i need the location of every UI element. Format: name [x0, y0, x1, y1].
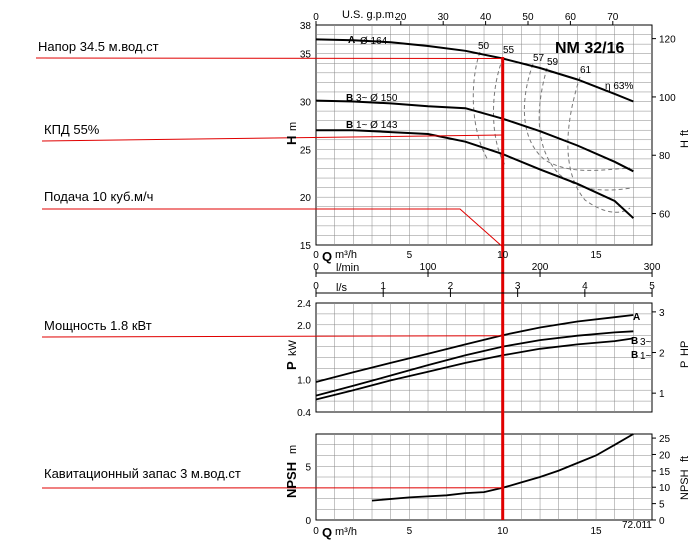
q-tick-label-top: 5	[406, 250, 413, 261]
npsh-ft-tick-label: 0	[659, 516, 665, 527]
q-tick-label-top: 0	[313, 250, 319, 261]
p-kw-tick-label: 0.4	[297, 408, 311, 419]
q-tick-label-bottom: 5	[406, 526, 413, 537]
usgpm-tick-label: 30	[437, 12, 449, 23]
p-hp-tick-label: 2	[659, 348, 665, 360]
chart-code: 72.011	[622, 520, 652, 531]
h-m-axis-label: H	[284, 135, 299, 145]
q-axis-label-bottom: Q	[322, 525, 333, 540]
annotation-power: Мощность 1.8 кВт	[44, 318, 152, 333]
usgpm-tick-label: 50	[522, 12, 534, 23]
h-m-tick-label: 30	[299, 97, 311, 109]
p-hp-axis-unit: HP	[679, 340, 691, 356]
usgpm-axis-label: U.S. g.p.m.	[342, 9, 398, 21]
ls-tick-label: 4	[582, 281, 588, 292]
power-curve-1	[316, 331, 633, 395]
curve-label-b3-power-sfx: 3~	[640, 337, 652, 348]
lmin-axis-label: l/min	[336, 262, 360, 274]
curve-label-b3-head-dia: 3~ Ø 150	[356, 93, 398, 104]
usgpm-tick-label: 60	[564, 12, 576, 23]
ls-tick-label: 5	[649, 281, 655, 292]
q-axis-unit-top: m³/h	[335, 249, 357, 261]
h-ft-tick-label: 120	[659, 34, 676, 46]
usgpm-tick-label: 0	[313, 12, 319, 23]
head-curve-2	[316, 130, 633, 218]
h-m-tick-label: 35	[299, 49, 311, 61]
npsh-m-tick-label: 5	[305, 462, 311, 474]
lmin-tick-label: 100	[419, 262, 437, 273]
ls-axis-label: l/s	[336, 282, 347, 294]
q-tick-label-top: 15	[590, 250, 602, 261]
leader-flow	[42, 209, 503, 247]
eff-label-63: η 63%	[605, 81, 634, 92]
leader-power	[42, 336, 503, 337]
h-m-tick-label: 15	[299, 241, 311, 252]
h-m-tick-label: 25	[299, 145, 311, 157]
npsh-m-axis-unit: m	[287, 444, 299, 454]
curve-label-b1-power: B	[631, 350, 639, 361]
eff-label-55: 55	[503, 45, 515, 56]
curve-label-b3-head: B	[346, 93, 354, 104]
h-ft-tick-label: 80	[659, 151, 671, 163]
model-title: NM 32/16	[555, 40, 625, 57]
p-hp-tick-label: 3	[659, 307, 665, 319]
eff-label-57: 57	[533, 53, 545, 64]
npsh-ft-tick-label: 5	[659, 499, 665, 511]
annotation-head: Напор 34.5 м.вод.ст	[38, 39, 159, 54]
usgpm-tick-label: 40	[480, 12, 492, 23]
ls-tick-label: 1	[380, 281, 386, 292]
efficiency-curve-0	[473, 52, 488, 160]
q-tick-label-bottom: 15	[590, 526, 602, 537]
curve-label-b1-head-dia: 1~ Ø 143	[356, 120, 398, 131]
p-hp-tick-label: 1	[659, 389, 665, 401]
lmin-tick-label: 200	[531, 262, 549, 273]
h-ft-axis-unit: ft	[679, 129, 691, 136]
p-hp-axis-label: P	[679, 360, 691, 368]
eff-label-59: 59	[547, 57, 559, 68]
curve-label-a-power: A	[633, 312, 641, 323]
curve-label-b1-power-sfx: 1~	[640, 351, 652, 362]
p-kw-tick-label: 1.0	[297, 375, 311, 387]
lmin-tick-label: 300	[643, 262, 661, 273]
npsh-m-tick-label: 0	[305, 516, 311, 527]
annotation-npsh: Кавитационный запас 3 м.вод.ст	[44, 466, 241, 481]
h-ft-tick-label: 100	[659, 92, 676, 104]
q-tick-label-top: 10	[497, 250, 509, 261]
h-m-axis-unit: m	[287, 121, 299, 131]
curve-label-a-head-dia: Ø 164	[360, 36, 388, 47]
ls-tick-label: 0	[313, 281, 319, 292]
curve-label-b1-head: B	[346, 120, 354, 131]
annotation-efficiency: КПД 55%	[44, 122, 100, 137]
ls-tick-label: 2	[447, 281, 454, 292]
npsh-ft-tick-label: 10	[659, 483, 671, 495]
h-m-tick-label: 38	[299, 21, 311, 33]
npsh-ft-axis-label: NPSH	[679, 469, 691, 500]
curve-label-a-head: A	[348, 35, 356, 46]
usgpm-tick-label: 20	[395, 12, 407, 23]
leader-efficiency	[42, 135, 503, 141]
usgpm-tick-label: 70	[607, 12, 619, 23]
npsh-ft-tick-label: 25	[659, 434, 671, 446]
eff-label-61: 61	[580, 65, 592, 76]
lmin-tick-label: 0	[313, 262, 319, 273]
h-ft-axis-label: H	[679, 140, 691, 148]
curve-label-b3-power: B	[631, 336, 639, 347]
npsh-m-axis-label: NPSH	[284, 461, 299, 498]
q-axis-label-top: Q	[322, 249, 333, 264]
q-tick-label-bottom: 10	[497, 526, 509, 537]
p-kw-axis-unit: kW	[287, 340, 299, 356]
q-tick-label-bottom: 0	[313, 526, 319, 537]
eff-label-50: 50	[478, 41, 490, 52]
p-kw-axis-label: P	[284, 361, 299, 370]
annotation-flow: Подача 10 куб.м/ч	[44, 189, 154, 204]
h-m-tick-label: 20	[299, 193, 311, 205]
npsh-ft-tick-label: 20	[659, 450, 671, 462]
q-axis-unit-bottom: m³/h	[335, 526, 357, 538]
ls-tick-label: 3	[514, 281, 521, 292]
p-kw-tick-label: 2.4	[297, 299, 311, 310]
p-kw-tick-label: 2.0	[297, 320, 311, 332]
npsh-ft-tick-label: 15	[659, 466, 671, 478]
npsh-ft-axis-unit: ft	[679, 455, 691, 462]
h-ft-tick-label: 60	[659, 209, 671, 221]
